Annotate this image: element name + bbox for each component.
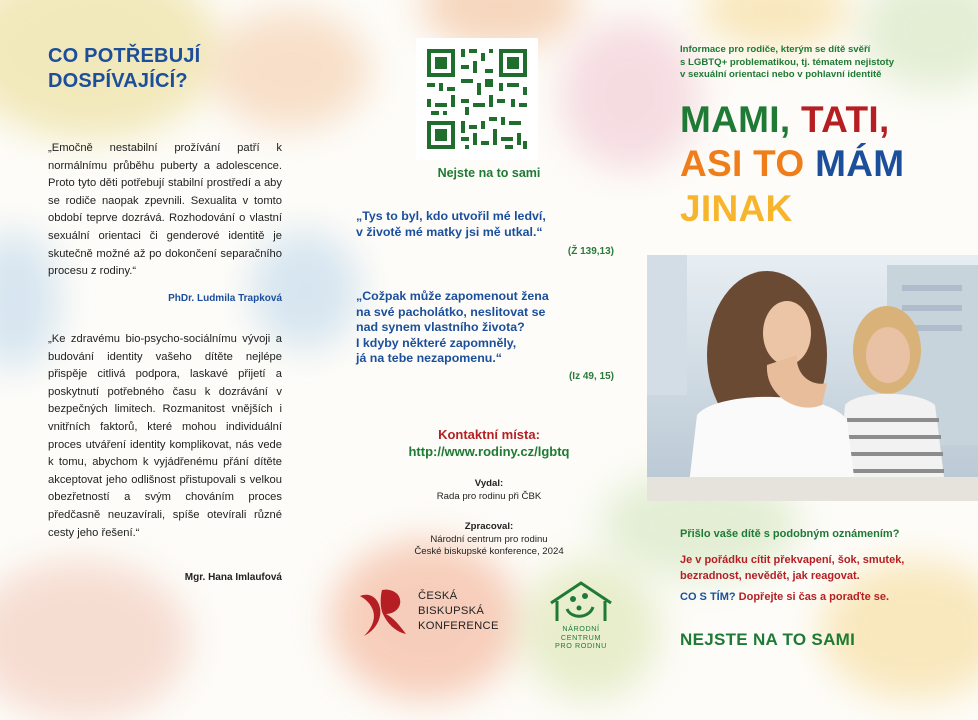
family-house-icon — [543, 579, 619, 623]
quote-trapkova: „Emočně nestabilní prožívání patří k normálnímu průběhu puberty a adolescence. Proto tyto děti potřebují stabilní prostředí a aby se rodiče naopak zpevnili. Sexualita v tomto období teprve dozrává. Rozhodování o vlastní sexuální orientaci či genderové identitě je skutečně možné až po dokončení separačního procesu z rodiny.“ — [48, 142, 282, 278]
watercolor-splash — [700, 0, 850, 50]
cbk-name-line-3: KONFERENCE — [418, 620, 499, 632]
headline-line-2 — [680, 143, 904, 185]
panel-title — [48, 44, 200, 94]
contact-label: Kontaktní místa: — [438, 427, 540, 442]
ncr-logo — [543, 579, 619, 653]
prepared-label: Zpracoval: — [464, 521, 514, 532]
cbk-name-line-1: ČESKÁ — [418, 590, 458, 602]
bible-quote-1-line-1: „Tys to byl, kdo utvořil mé ledví, — [356, 209, 546, 223]
title-line-1: CO POTŘEBUJÍ — [48, 45, 201, 67]
publisher-name: Rada pro rodinu při ČBK — [436, 491, 542, 502]
headline-word-jinak: JINAK — [680, 188, 793, 229]
cbk-name-line-2: BISKUPSKÁ — [418, 605, 485, 617]
cbk-emblem-icon — [356, 586, 410, 640]
headline-word-asi-to: ASI TO — [680, 143, 805, 184]
bible-quote-1 — [356, 209, 606, 240]
prepared-line-2: České biskupské konference, 2024 — [414, 546, 564, 557]
headline-word-tati: TATI, — [801, 99, 890, 140]
bible-ref-1: (Ž 139,13) — [567, 246, 614, 257]
bible-quote-2-line-3: nad synem vlastního života? — [356, 320, 525, 334]
photo-mother-daughter — [647, 255, 978, 501]
headline-word-mami: MAMI, — [680, 99, 791, 140]
ncr-name-line-1: NÁRODNÍ — [562, 624, 600, 633]
ncr-name-line-3: PRO RODINU — [555, 641, 607, 651]
qr-code — [416, 38, 538, 160]
author-imlaufova: Mgr. Hana Imlaufová — [184, 572, 282, 583]
intro-text — [680, 44, 950, 82]
title-line-2: DOSPÍVAJÍCÍ? — [48, 70, 188, 92]
publisher-label: Vydal: — [474, 478, 504, 489]
headline-word-mam: MÁM — [815, 143, 905, 184]
watercolor-splash — [560, 20, 700, 170]
slogan-footer: NEJSTE NA TO SAMI — [680, 630, 856, 649]
intro-line-2: s LGBTQ+ problematikou, tj. tématem nejistoty — [680, 56, 895, 68]
slogan-middle: Nejste na to sami — [437, 166, 541, 180]
bible-quote-1-line-2: v životě mé matky jsi mě utkal.“ — [356, 224, 543, 239]
bible-quote-2 — [356, 289, 606, 367]
left-panel — [0, 0, 326, 694]
photo-illustration — [647, 255, 978, 501]
cbk-logo — [356, 586, 526, 640]
bible-quote-2-line-2: na své pacholátko, neslitovat se — [356, 304, 546, 319]
question-1: Přišlo vaše dítě s podobným oznámením? — [680, 528, 900, 540]
prepared-line-1: Národní centrum pro rodinu — [430, 534, 548, 545]
question-3-part-1: CO S TÍM? — [680, 591, 736, 603]
ncr-name-line-2: CENTRUM — [560, 632, 602, 642]
qr-code-graphic — [416, 38, 538, 160]
author-trapkova: PhDr. Ludmila Trapková — [168, 293, 282, 304]
intro-line-3: v sexuální orientaci nebo v pohlavní identitě — [680, 69, 882, 81]
intro-line-1: Informace pro rodiče, kterým se dítě svěří — [680, 44, 871, 55]
question-3 — [680, 591, 889, 603]
bible-quote-2-line-1: „Cožpak může zapomenout žena — [356, 289, 549, 303]
bible-quote-2-line-4: I kdyby některé zapomněly, — [356, 335, 517, 350]
question-3-part-2: Dopřejte si čas a poraďte se. — [738, 591, 890, 603]
quote-imlaufova: „Ke zdravému bio-psycho-sociálnímu vývoji a budování identity vašeho dítěte nejlépe přispěje citlivá podpora, laskavé přijetí a poskytnutí potřebného času k dozrávání v bezpečných limitech. Rozmanitost vnějších i vnitřních faktorů, které mohou individuální proces utváření identity komplikovat, nás vede k tomu, abychom k vyjádřenému přání dítěte akceptovat jeho odlišnost přistupovali s velkou obezřetností a svým chováním proces předčasně neuzavírali, spíše otevírali různé cesty jeho řešení.“ — [48, 333, 282, 539]
question-2: Je v pořádku cítit překvapení, šok, smutek, bezradnost, nevědět, jak reagovat. — [680, 554, 905, 582]
bible-quote-2-line-5: já na tebe nezapomenu.“ — [356, 351, 502, 365]
headline-line-1 — [680, 99, 890, 141]
contact-link[interactable]: http://www.rodiny.cz/lgbtq — [408, 444, 570, 459]
bible-ref-2: (Iz 49, 15) — [568, 371, 614, 382]
